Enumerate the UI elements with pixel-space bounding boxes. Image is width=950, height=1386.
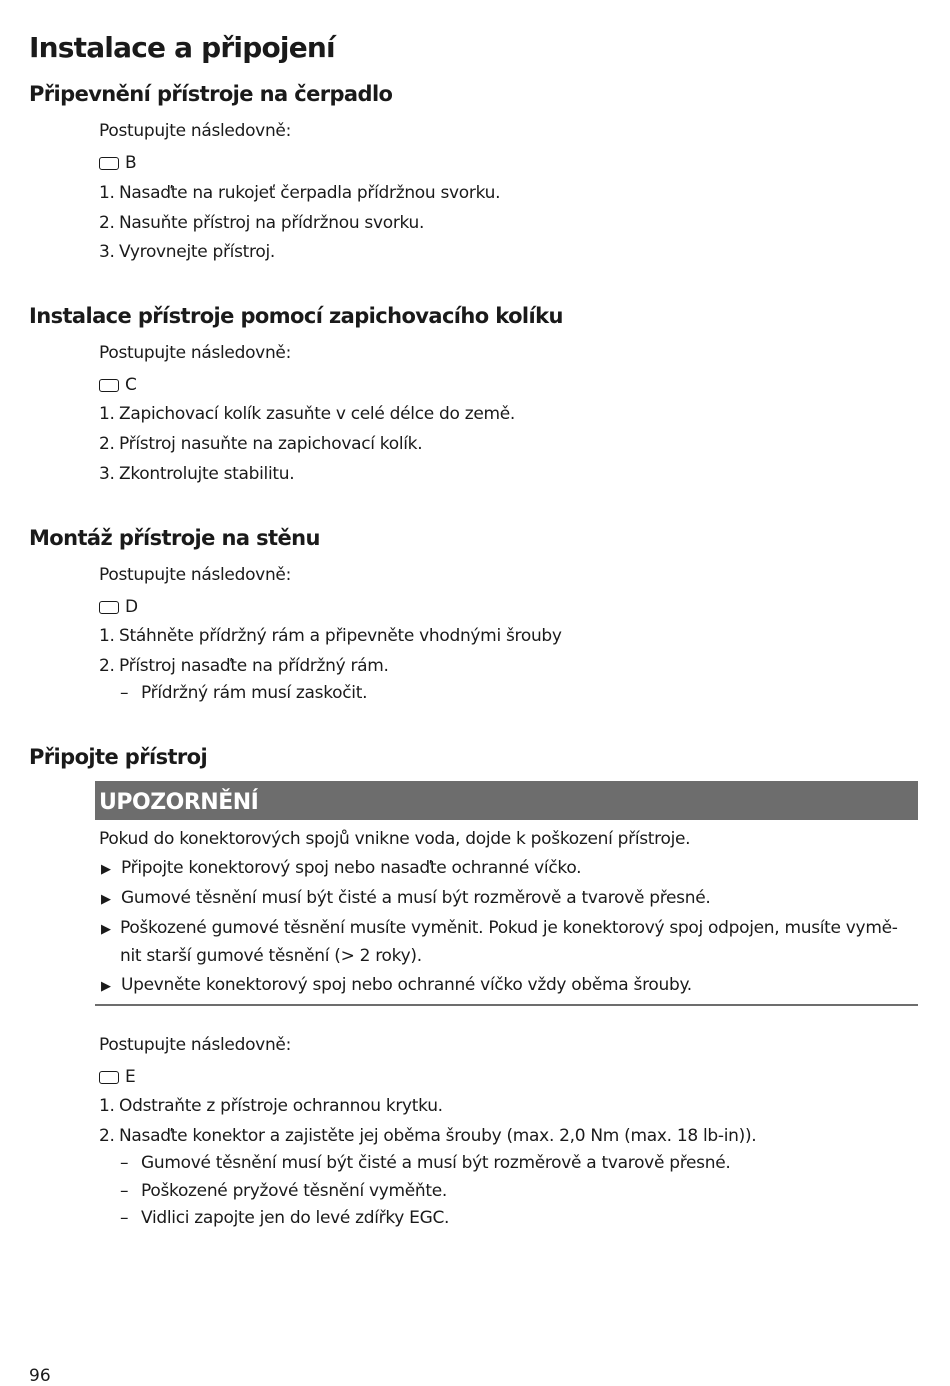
triangle-bullet-icon: ▶ — [101, 892, 111, 907]
figure-icon — [99, 601, 119, 614]
triangle-bullet-icon: ▶ — [101, 862, 111, 877]
figure-icon — [99, 379, 119, 392]
sub-item: – Vidlici zapojte jen do levé zdířky EGC. — [120, 1208, 450, 1228]
figure-letter: E — [125, 1067, 136, 1087]
section-heading-wall: Montáž přístroje na stěnu — [29, 526, 320, 550]
sub-item: – Gumové těsnění musí být čisté a musí být rozměrově a tvarově přesné. — [120, 1153, 731, 1173]
figure-icon — [99, 1071, 119, 1084]
page-title: Instalace a připojení — [29, 31, 335, 64]
figure-ref — [99, 375, 137, 395]
warning-header: UPOZORNĚNÍ — [95, 781, 918, 820]
section-heading-pump: Připevnění přístroje na čerpadlo — [29, 82, 393, 106]
list-item: 1. Zapichovací kolík zasuňte v celé délce do země. — [99, 404, 516, 424]
list-item: 3. Zkontrolujte stabilitu. — [99, 464, 295, 484]
figure-ref — [99, 597, 138, 617]
intro-text: Postupujte následovně: — [99, 565, 292, 585]
figure-letter: D — [125, 597, 138, 617]
figure-letter: B — [125, 153, 137, 173]
warning-text: Pokud do konektorových spojů vnikne voda, dojde k poškození přístroje. — [99, 829, 691, 849]
figure-icon — [99, 157, 119, 170]
warning-divider — [95, 1004, 918, 1006]
sub-item: – Přídržný rám musí zaskočit. — [120, 683, 368, 703]
list-item: 3. Vyrovnejte přístroj. — [99, 242, 275, 262]
warning-bullet: ▶ Připojte konektorový spoj nebo nasaďte ochranné víčko. — [101, 858, 582, 878]
section-heading-connect: Připojte přístroj — [29, 745, 208, 769]
warning-bullet: ▶ Upevněte konektorový spoj nebo ochranné víčko vždy oběma šrouby. — [101, 975, 692, 995]
list-item: 2. Přístroj nasaďte na přídržný rám. — [99, 656, 389, 676]
warning-bullet: ▶ Gumové těsnění musí být čisté a musí být rozměrově a tvarově přesné. — [101, 888, 711, 908]
page-number: 96 — [29, 1366, 51, 1386]
list-item: 1. Stáhněte přídržný rám a připevněte vhodnými šrouby — [99, 626, 562, 646]
list-item: 1. Odstraňte z přístroje ochrannou krytku. — [99, 1096, 443, 1116]
sub-item: – Poškozené pryžové těsnění vyměňte. — [120, 1181, 448, 1201]
intro-text: Postupujte následovně: — [99, 1035, 292, 1055]
list-item: 1. Nasaďte na rukojeť čerpadla přídržnou svorku. — [99, 183, 501, 203]
figure-ref — [99, 1067, 135, 1087]
section-heading-pin: Instalace přístroje pomocí zapichovacího kolíku — [29, 304, 563, 328]
triangle-bullet-icon: ▶ — [101, 979, 111, 994]
intro-text: Postupujte následovně: — [99, 121, 292, 141]
list-item: 2. Nasaďte konektor a zajistěte jej oběma šrouby (max. 2,0 Nm (max. 18 lb-in)). — [99, 1126, 757, 1146]
intro-text: Postupujte následovně: — [99, 343, 292, 363]
warning-bullet-marker — [101, 918, 121, 938]
list-item: 2. Nasuňte přístroj na přídržnou svorku. — [99, 213, 425, 233]
figure-ref — [99, 153, 136, 173]
triangle-bullet-icon: ▶ — [101, 922, 111, 937]
figure-letter: C — [125, 375, 137, 395]
warning-bullet: Poškozené gumové těsnění musíte vyměnit. Pokud je konektorový spoj odpojen, musíte vymě-nit starší gumové těsnění (> 2 roky). — [120, 918, 898, 966]
list-item: 2. Přístroj nasuňte na zapichovací kolík. — [99, 434, 423, 454]
